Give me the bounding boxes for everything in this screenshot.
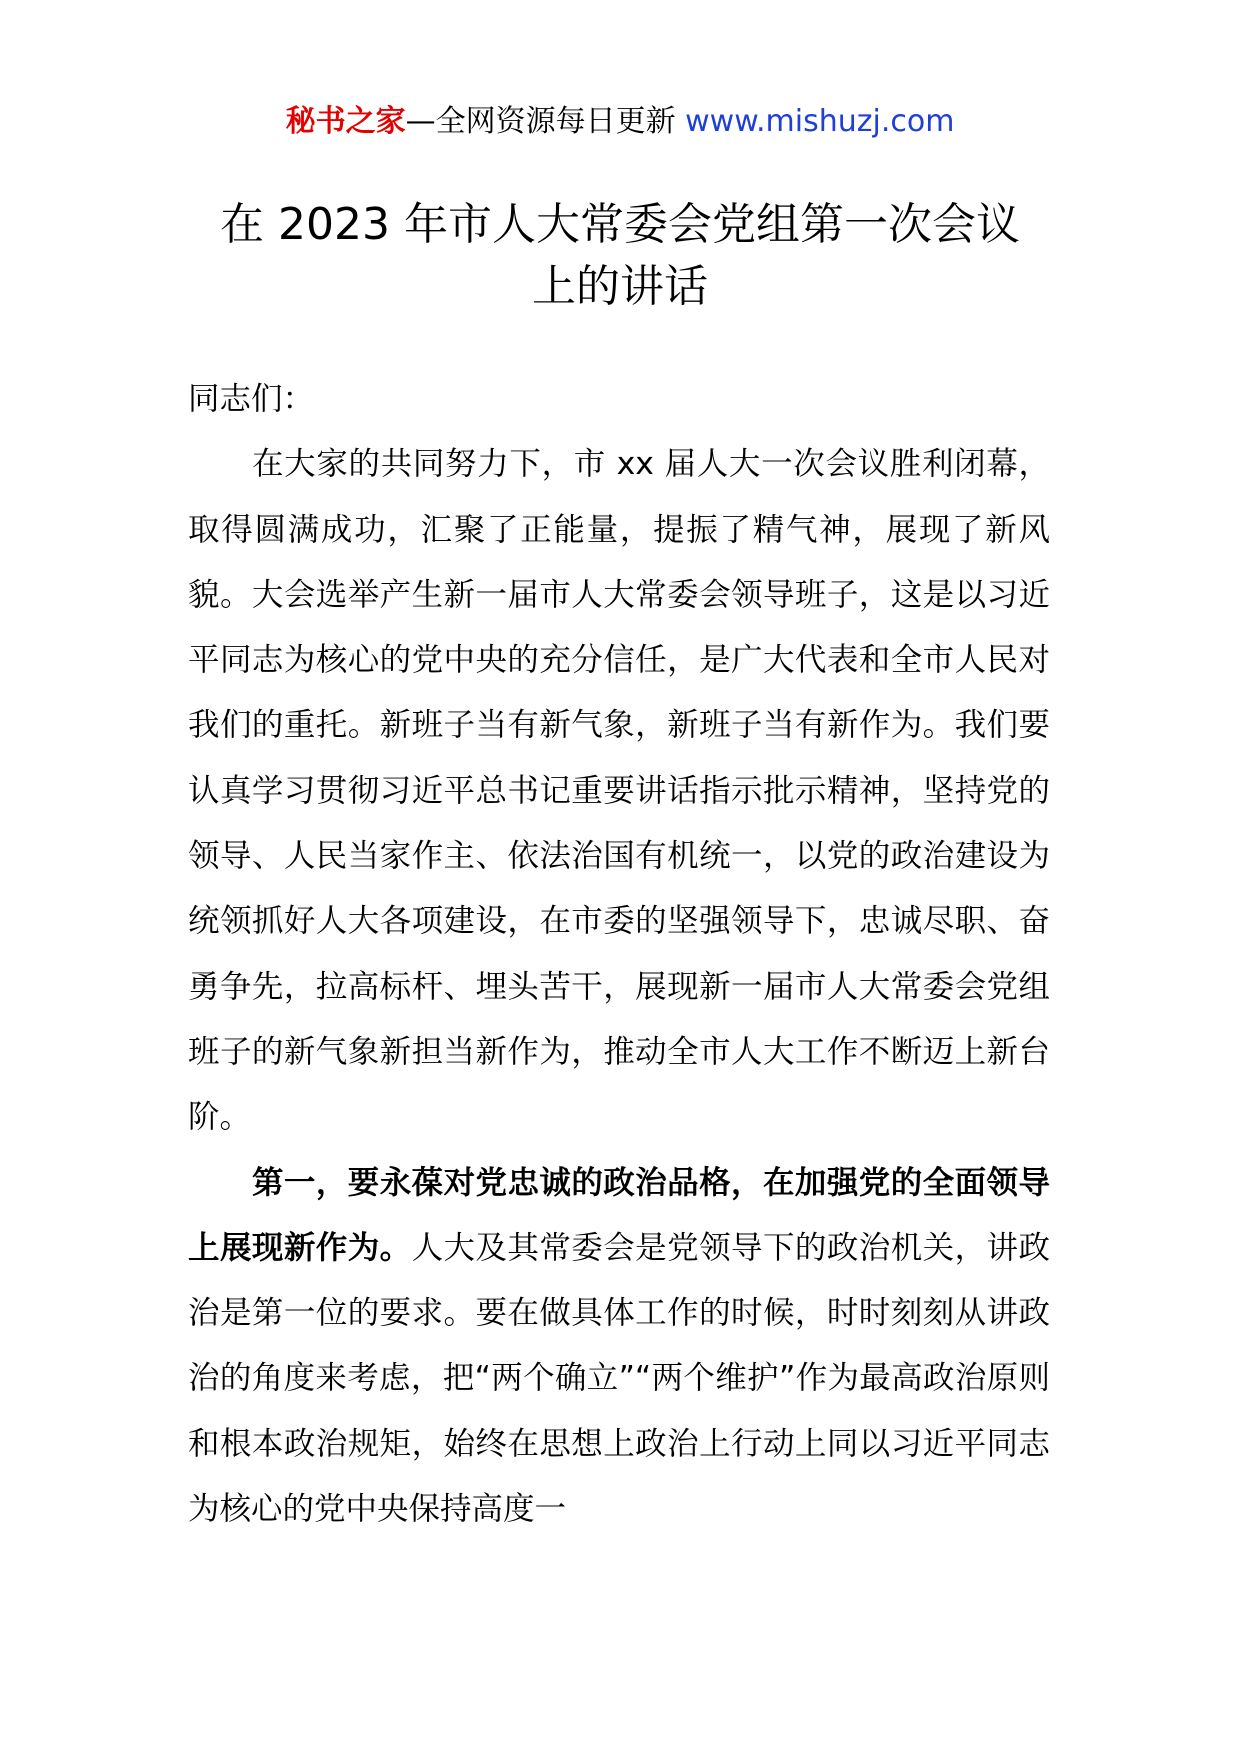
paragraph-2 [188, 1151, 1050, 1543]
site-header [0, 100, 1240, 144]
site-url-link[interactable]: www.mishuzj.com [685, 104, 955, 139]
site-brand: 秘书之家 [285, 104, 406, 139]
paragraph-1: 在大家的共同努力下，市 xx 届人大一次会议胜利闭幕，取得圆满成功，汇聚了正能量，提振了精气神，展现了新风貌。大会选举产生新一届市人大常委会领导班子，这是以习近平同志为核心的党中央的充分信任，是广大代表和全市人民对我们的重托。新班子当有新气象，新班子当有新作为。我们要认真学习贯彻习近平总书记重要讲话指示批示精神，坚持党的领导、人民当家作主、依法治国有机统一，以党的政治建设为统领抓好人大各项建设，在市委的坚强领导下，忠诚尽职、奋勇争先，拉高标杆、埋头苦干，展现新一届市人大常委会党组班子的新气象新担当新作为，推动全市人大工作不断迈上新台阶。 [188, 446, 1050, 1136]
paragraph-2-text: 人大及其常委会是党领导下的政治机关，讲政治是第一位的要求。要在做具体工作的时候，时时刻刻从讲政治的角度来考虑，把“两个确立”“两个维护”作为最高政治原则和根本政治规矩，始终在思想上政治上行动上同以习近平同志为核心的党中央保持高度一 [188, 1229, 1050, 1528]
document-title [150, 194, 1090, 318]
site-slogan: —全网资源每日更新 [405, 104, 686, 139]
document-body [188, 367, 1050, 1542]
title-line-1: 在 2023 年市人大常委会党组第一次会议 [220, 199, 1020, 250]
salutation: 同志们： [188, 381, 315, 417]
paragraph-2-lead: 第一，要永葆对党忠诚的政治品格，在加强党的全面领导上展现新作为。 [188, 1164, 1050, 1266]
title-line-2: 上的讲话 [532, 261, 708, 312]
